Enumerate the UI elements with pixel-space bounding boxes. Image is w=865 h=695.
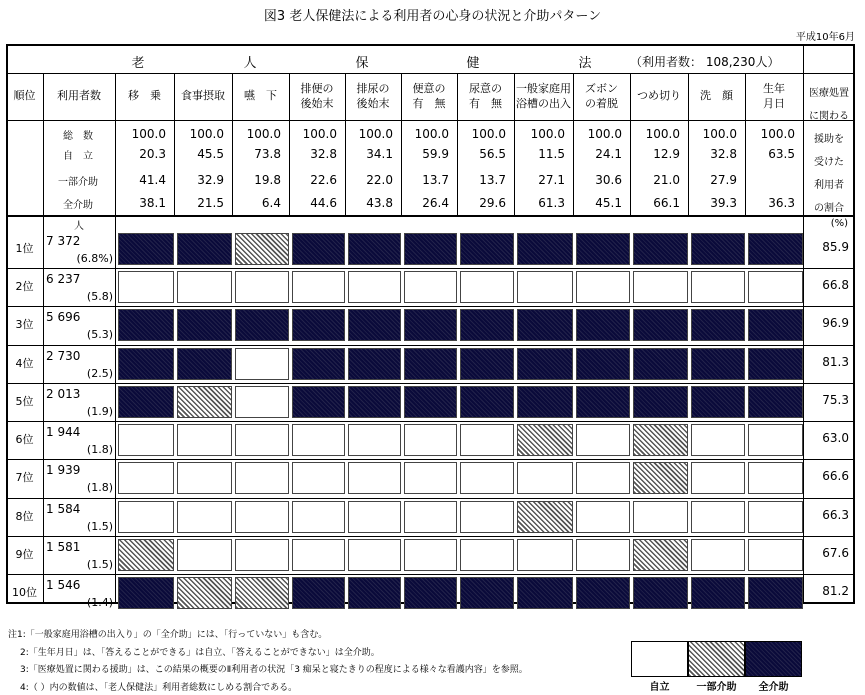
rank-label: 8位	[15, 510, 34, 523]
header-col: ズボン の着脱	[585, 82, 618, 110]
pattern-cell	[576, 501, 630, 533]
rank-medical-pct: 81.2	[822, 584, 849, 598]
rank-share: (1.5)	[86, 558, 113, 571]
pattern-cell	[748, 424, 803, 456]
summary-value: 59.9	[422, 147, 449, 161]
pattern-cell	[517, 386, 573, 418]
rank-label: 2位	[15, 280, 34, 293]
pattern-cell	[748, 271, 803, 303]
pattern-cell	[177, 577, 232, 609]
summary-value: 73.8	[254, 147, 281, 161]
pattern-cell	[235, 386, 289, 418]
pattern-cell	[118, 501, 174, 533]
rank-count: 1 546	[46, 578, 81, 592]
summary-value: 22.0	[366, 173, 393, 187]
pattern-cell	[748, 462, 803, 494]
legend-swatch	[745, 641, 802, 677]
pattern-cell	[633, 233, 688, 265]
pattern-cell	[177, 462, 232, 494]
summary-value: 30.6	[595, 173, 622, 187]
pattern-cell	[460, 386, 514, 418]
pattern-cell	[748, 501, 803, 533]
grid-line	[6, 383, 855, 384]
pattern-cell	[118, 348, 174, 380]
pattern-cell	[404, 577, 457, 609]
pattern-cell	[517, 348, 573, 380]
summary-value: 100.0	[530, 127, 565, 141]
pattern-cell	[292, 501, 345, 533]
pattern-cell	[517, 424, 573, 456]
pattern-cell	[118, 424, 174, 456]
pattern-cell	[235, 539, 289, 571]
rank-share: (6.8%)	[76, 252, 113, 265]
rank-share: (5.3)	[86, 328, 113, 341]
banner-char: 法	[578, 56, 592, 71]
summary-value: 63.5	[768, 147, 795, 161]
summary-label: 一部介助	[58, 177, 98, 188]
pattern-cell	[460, 462, 514, 494]
summary-value: 27.9	[710, 173, 737, 187]
pattern-cell	[576, 309, 630, 341]
pattern-cell	[177, 386, 232, 418]
pattern-cell	[118, 233, 174, 265]
pattern-cell	[348, 271, 401, 303]
grid-line	[6, 73, 855, 74]
pattern-cell	[576, 233, 630, 265]
pattern-cell	[633, 386, 688, 418]
pattern-cell	[633, 348, 688, 380]
pattern-cell	[576, 577, 630, 609]
rank-medical-pct: 67.6	[822, 546, 849, 560]
pattern-cell	[348, 462, 401, 494]
grid-line	[6, 345, 855, 346]
note-line: 3:「医療処置に関わる援助」は、この結果の概要のⅡ利用者の状況「3 痴呆と寝たきりの程度による様々な看護内容」を参照。	[20, 665, 528, 675]
pattern-cell	[691, 424, 745, 456]
header-col: 嚥 下	[244, 89, 277, 102]
pattern-cell	[691, 348, 745, 380]
grid-line	[6, 574, 855, 575]
summary-value: 100.0	[702, 127, 737, 141]
pattern-cell	[517, 539, 573, 571]
grid-line	[6, 536, 855, 537]
pattern-cell	[517, 233, 573, 265]
summary-value: 21.5	[197, 196, 224, 210]
header-medical: 援助を	[814, 134, 844, 145]
pattern-cell	[576, 424, 630, 456]
rank-count: 2 730	[46, 349, 81, 363]
rank-count: 2 013	[46, 387, 81, 401]
pattern-cell	[118, 539, 174, 571]
unit-people: 人	[74, 221, 84, 232]
summary-value: 39.3	[710, 196, 737, 210]
pattern-cell	[118, 577, 174, 609]
pattern-cell	[460, 309, 514, 341]
grid-line	[6, 215, 855, 217]
summary-value: 12.9	[653, 147, 680, 161]
summary-value: 20.3	[139, 147, 166, 161]
pattern-cell	[460, 233, 514, 265]
pattern-cell	[633, 271, 688, 303]
pattern-cell	[517, 501, 573, 533]
pattern-cell	[292, 348, 345, 380]
header-col: 洗 顔	[700, 89, 733, 102]
pattern-cell	[633, 577, 688, 609]
pattern-cell	[235, 424, 289, 456]
pattern-cell	[292, 539, 345, 571]
pattern-cell	[235, 348, 289, 380]
pattern-cell	[633, 462, 688, 494]
pattern-cell	[576, 348, 630, 380]
summary-value: 26.4	[422, 196, 449, 210]
rank-count: 6 237	[46, 272, 81, 286]
figure-title: 図3 老人保健法による利用者の心身の状況と介助パターン	[263, 9, 602, 24]
pattern-cell	[691, 462, 745, 494]
rank-count: 7 372	[46, 234, 81, 248]
pattern-cell	[177, 233, 232, 265]
note-line: 注1:「一般家庭用浴槽の出入り」の「全介助」には、「行っていない」も含む。	[8, 630, 328, 640]
summary-value: 27.1	[538, 173, 565, 187]
summary-value: 44.6	[310, 196, 337, 210]
legend-swatch	[688, 641, 745, 677]
pattern-cell	[748, 233, 803, 265]
pattern-cell	[633, 501, 688, 533]
pattern-cell	[460, 577, 514, 609]
summary-label: 総 数	[63, 131, 93, 142]
pattern-cell	[404, 424, 457, 456]
pattern-cell	[235, 271, 289, 303]
pattern-cell	[691, 271, 745, 303]
summary-value: 100.0	[189, 127, 224, 141]
pattern-cell	[118, 309, 174, 341]
pattern-cell	[576, 271, 630, 303]
pattern-cell	[517, 271, 573, 303]
note-line: 4:（ ）内の数値は、「老人保健法」利用者総数にしめる割合である。	[20, 683, 298, 693]
summary-value: 66.1	[653, 196, 680, 210]
pattern-cell	[177, 348, 232, 380]
pattern-cell	[404, 501, 457, 533]
summary-value: 100.0	[645, 127, 680, 141]
summary-value: 36.3	[768, 196, 795, 210]
grid-line	[6, 306, 855, 307]
pattern-cell	[404, 271, 457, 303]
rank-share: (1.8)	[86, 481, 113, 494]
pattern-cell	[177, 539, 232, 571]
pattern-cell	[404, 233, 457, 265]
summary-value: 32.8	[310, 147, 337, 161]
pattern-cell	[118, 386, 174, 418]
grid-line	[6, 459, 855, 460]
summary-value: 11.5	[538, 147, 565, 161]
legend-label: 一部介助	[696, 682, 737, 693]
pattern-cell	[118, 462, 174, 494]
header-col: 移 乗	[128, 89, 161, 102]
pattern-cell	[404, 348, 457, 380]
unit-percent: (%)	[830, 218, 848, 229]
banner-char: 健	[466, 56, 480, 71]
summary-label: 自 立	[63, 151, 93, 162]
pattern-cell	[748, 386, 803, 418]
summary-value: 21.0	[653, 173, 680, 187]
date-label: 平成10年6月	[795, 32, 855, 43]
pattern-cell	[348, 424, 401, 456]
pattern-cell	[517, 462, 573, 494]
banner-char: 保	[355, 56, 369, 71]
rank-medical-pct: 96.9	[822, 316, 849, 330]
pattern-cell	[292, 271, 345, 303]
pattern-cell	[118, 271, 174, 303]
pattern-cell	[292, 309, 345, 341]
summary-value: 32.8	[710, 147, 737, 161]
pattern-cell	[292, 577, 345, 609]
grid-line	[6, 498, 855, 499]
legend-label: 自立	[649, 682, 670, 693]
note-line: 2:「生年月日」は、「答えることができる」は自立、「答えることができない」は全介助。	[20, 648, 380, 658]
header-col: 一般家庭用 浴槽の出入	[516, 82, 571, 110]
summary-value: 100.0	[760, 127, 795, 141]
rank-label: 7位	[15, 471, 34, 484]
summary-value: 56.5	[479, 147, 506, 161]
rank-label: 4位	[15, 357, 34, 370]
grid-line	[6, 421, 855, 422]
header-medical: 受けた	[814, 157, 844, 168]
pattern-cell	[691, 577, 745, 609]
pattern-cell	[691, 539, 745, 571]
pattern-cell	[177, 501, 232, 533]
pattern-cell	[460, 501, 514, 533]
summary-value: 24.1	[595, 147, 622, 161]
summary-value: 6.4	[261, 196, 281, 210]
rank-share: (1.8)	[86, 443, 113, 456]
pattern-cell	[460, 271, 514, 303]
summary-value: 100.0	[358, 127, 393, 141]
rank-share: (1.5)	[86, 520, 113, 533]
pattern-cell	[633, 309, 688, 341]
summary-value: 32.9	[197, 173, 224, 187]
pattern-cell	[292, 424, 345, 456]
summary-value: 34.1	[366, 147, 393, 161]
pattern-cell	[404, 386, 457, 418]
pattern-cell	[460, 539, 514, 571]
grid-line	[6, 120, 855, 121]
pattern-cell	[348, 501, 401, 533]
pattern-cell	[633, 539, 688, 571]
header-col: つめ切り	[637, 89, 681, 102]
pattern-cell	[292, 386, 345, 418]
pattern-cell	[348, 348, 401, 380]
rank-share: (1.9)	[86, 405, 113, 418]
summary-value: 13.7	[422, 173, 449, 187]
rank-count: 1 581	[46, 540, 81, 554]
summary-value: 43.8	[366, 196, 393, 210]
pattern-cell	[460, 424, 514, 456]
pattern-cell	[235, 462, 289, 494]
header-medical: 利用者	[814, 180, 844, 191]
pattern-cell	[348, 539, 401, 571]
summary-value: 100.0	[471, 127, 506, 141]
pattern-cell	[177, 309, 232, 341]
pattern-cell	[235, 309, 289, 341]
header-medical: の割合	[814, 203, 844, 214]
header-col: 尿意の 有 無	[469, 82, 502, 110]
summary-value: 100.0	[131, 127, 166, 141]
pattern-table	[6, 44, 855, 609]
rank-medical-pct: 66.6	[822, 469, 849, 483]
pattern-cell	[748, 539, 803, 571]
pattern-cell	[348, 577, 401, 609]
pattern-cell	[177, 424, 232, 456]
pattern-cell	[235, 233, 289, 265]
pattern-cell	[691, 309, 745, 341]
summary-value: 45.1	[595, 196, 622, 210]
rank-count: 1 939	[46, 463, 81, 477]
legend-label: 全介助	[758, 682, 789, 693]
pattern-cell	[517, 577, 573, 609]
banner-char: 老	[131, 56, 145, 71]
pattern-cell	[691, 501, 745, 533]
summary-value: 100.0	[302, 127, 337, 141]
pattern-cell	[748, 309, 803, 341]
header-col: 食事摂取	[181, 89, 225, 102]
header-col: 排便の 後始末	[300, 82, 334, 110]
rank-label: 6位	[15, 433, 34, 446]
summary-value: 100.0	[414, 127, 449, 141]
summary-value: 13.7	[479, 173, 506, 187]
pattern-cell	[348, 309, 401, 341]
rank-label: 5位	[15, 395, 34, 408]
rank-medical-pct: 63.0	[822, 431, 849, 445]
pattern-cell	[292, 233, 345, 265]
rank-count: 1 944	[46, 425, 81, 439]
header-users: 利用者数	[57, 89, 101, 102]
pattern-cell	[633, 424, 688, 456]
header-medical: に関わる	[809, 111, 849, 122]
rank-label: 10位	[12, 586, 37, 599]
summary-value: 45.5	[197, 147, 224, 161]
summary-value: 22.6	[310, 173, 337, 187]
rank-medical-pct: 66.8	[822, 278, 849, 292]
pattern-cell	[691, 386, 745, 418]
pattern-cell	[748, 348, 803, 380]
summary-value: 100.0	[587, 127, 622, 141]
rank-label: 1位	[15, 242, 34, 255]
rank-share: (1.4)	[86, 596, 113, 609]
summary-value: 29.6	[479, 196, 506, 210]
summary-value: 41.4	[139, 173, 166, 187]
summary-value: 38.1	[139, 196, 166, 210]
pattern-cell	[517, 309, 573, 341]
rank-medical-pct: 85.9	[822, 240, 849, 254]
header-col: 排尿の 後始末	[356, 82, 390, 110]
pattern-cell	[292, 462, 345, 494]
pattern-cell	[748, 577, 803, 609]
pattern-cell	[576, 462, 630, 494]
summary-value: 100.0	[246, 127, 281, 141]
header-rank: 順位	[13, 89, 36, 102]
summary-value: 19.8	[254, 173, 281, 187]
pattern-cell	[235, 501, 289, 533]
pattern-cell	[404, 539, 457, 571]
rank-medical-pct: 81.3	[822, 355, 849, 369]
header-col: 生年 月日	[763, 82, 785, 110]
summary-value: 61.3	[538, 196, 565, 210]
banner-char: 人	[243, 56, 257, 71]
rank-medical-pct: 66.3	[822, 508, 849, 522]
pattern-cell	[576, 386, 630, 418]
grid-line	[6, 268, 855, 269]
pattern-cell	[460, 348, 514, 380]
pattern-cell	[177, 271, 232, 303]
rank-medical-pct: 75.3	[822, 393, 849, 407]
rank-share: (2.5)	[86, 367, 113, 380]
pattern-cell	[348, 233, 401, 265]
legend-swatch	[631, 641, 688, 677]
pattern-cell	[576, 539, 630, 571]
rank-share: (5.8)	[86, 290, 113, 303]
pattern-cell	[691, 233, 745, 265]
users-total: （利用者数： 108,230人）	[630, 55, 780, 69]
pattern-cell	[404, 309, 457, 341]
rank-count: 1 584	[46, 502, 81, 516]
header-medical: 医療処置	[809, 88, 849, 99]
rank-count: 5 696	[46, 310, 81, 324]
summary-label: 全介助	[63, 200, 93, 211]
pattern-cell	[348, 386, 401, 418]
pattern-cell	[235, 577, 289, 609]
pattern-cell	[404, 462, 457, 494]
rank-label: 3位	[15, 318, 34, 331]
rank-label: 9位	[15, 548, 34, 561]
header-col: 便意の 有 無	[412, 82, 446, 110]
